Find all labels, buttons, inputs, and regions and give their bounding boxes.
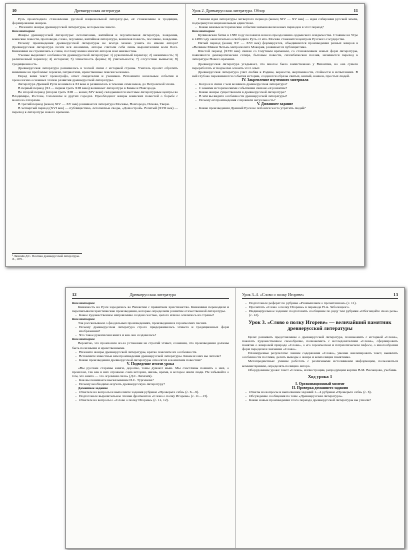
list-item: – Какие жанры существовали в древнерусской литературе? [192, 90, 358, 94]
paragraph: Древнерусская литература учит любви к Родине, верности, жертвенности, стойкости в испытаниях. В ней глубоко переживаются события истории, создаются образы святых, князей, воинов, простых людей. [192, 69, 358, 78]
list-item: – Какие важные исторические события знаменовали новых периодов в этот период? [192, 25, 358, 29]
page-header [72, 292, 229, 299]
list-item: – Ответьте на вопросы и выполните задания рубрики «Проверьте себя» (с. 6—9). [72, 390, 229, 394]
paragraph: Перед вами текст хронографа, ответ свидетелям и учеников. Вспомните начальные события и хронологию основных этапов развития древнерусской литературы. [12, 73, 178, 82]
list-item: – Какое художественное направление создано частью, целого или не осилилось из страны? [72, 313, 229, 317]
list-item: – Какие произведения древнерусской литературы относятся к воинским повестям? [72, 358, 229, 362]
bold-heading: Домашнее задание [78, 385, 108, 390]
page-10 [12, 8, 178, 266]
list-item: – Ответы на вопросы и выполнение заданий 1—4 рубрики «Проверьте себя» (с. 6). [242, 390, 398, 394]
paragraph: В третий период (конец XIV — XV век) развивается литература Москвы, Новгорода, Пскова, Твери. [18, 101, 170, 106]
running-head: Древнерусская литература [74, 8, 121, 13]
paragraph: Древнерусская литература развивалась в тесной связи с историей страны. Учитель просит обратить внимание на проблемы: героизм, патриотизм, нравственные поиски человека. [12, 65, 178, 74]
comment-heading: Комментарии [72, 301, 95, 305]
page-13 [242, 292, 398, 548]
list-item: – Назовите жанры древнерусской литературы, кратко поясните их особенности. [72, 350, 229, 354]
page-header [242, 292, 398, 299]
page-11 [192, 8, 358, 266]
list-item: – С какими историческими событиями связано её развитие? [192, 86, 358, 90]
page-header [12, 8, 178, 15]
list-item: – Как вы понимаете высказывание И.С. Тургенева? [72, 378, 229, 382]
footnote: ¹ Лихачёв Д.С. Поэтика древнерусской литературы. Л., 1971. [12, 253, 80, 262]
paragraph: Древнерусская литература угадывает, что многое было заимствовано у Византии, но она сумела переработать и творчески освоить этот опыт. [192, 61, 358, 70]
list-item: – Что такое рукописная книга и как она создавалась? [72, 333, 229, 337]
list-item: – В чём вы видите особенности древнерусской литературы? [192, 94, 358, 98]
list-item: – Почему её произведения сохранили актуальность? [192, 98, 358, 102]
running-head: Древнерусская литература [129, 292, 176, 297]
paragraph: Так рассказываем о феодальных произведениях, произведения в героических песнях. [78, 321, 208, 326]
lesson-steps [242, 382, 398, 402]
paragraph: Цели: развивать представление о древнерусской литературе, познакомить с историей «Слова», показать художественное своеобразие, познакомить с исследователями «Слова», сформировать понятие о жанровой природе «Слова», о его героическом и патриотическом пафосе, о многообразии форм передачи и значении «Слова». [242, 335, 398, 352]
paragraph: Пятый период (конец XV — XVI век) формируется, объединяются произведения разных жанров в «Великие Минеи Четьи» митрополита Макария, развивается публицистика. [192, 41, 358, 50]
section-heading: V. Домашнее задание [256, 101, 294, 106]
paragraph: Книжность на Руси зародилась во Византии с принятием христианства. Книжники переводили и переписывали христианские произведения, которые определили развитие отечественной литературы. [72, 305, 229, 314]
paragraph: Куликовская битва в 1380 году положила начало преодолению ордынского владычества. Стояние на Угре в 1480 году окончательно освободило Русь от ига. Москва становится центром Русского государства. [192, 33, 358, 42]
course-title: Ход урока 1 [307, 373, 333, 379]
section-heading: V. Подведение итогов урока [126, 361, 175, 366]
list-item: – Вспомните известные вам произведения древнерусской литературы. Какие из них вы читали? [72, 354, 229, 358]
list-item: – Назовите жанры древнерусской литературы, которые вы знаете. [12, 25, 178, 29]
page-number: 11 [353, 8, 358, 13]
section-heading: IV. Закрепление изученного материала [241, 77, 309, 82]
list-item: – Подготовьте реферат по рубрике «Размышляем о прочитанном» (с. 11). [242, 301, 398, 305]
page-number: 10 [12, 8, 17, 13]
list-item: – Почему древнерусская литература строго придерживалась этикета и традиционных форм изображения? [72, 325, 229, 333]
list-item: – Обсуждение сообщения по теме «Древнерусская литература». [242, 394, 398, 398]
list-item: – Когда и в связи с чем возникла древнерусская литература? [192, 82, 358, 86]
body-text [242, 301, 398, 317]
list-item: – Какие произведения Древней Руси не побоялся часто утратить людей? [192, 106, 358, 110]
paragraph: Главная идея литературы четвертого периода (конец XIV — XV век) — идея собирания русской земли, подчеркнутая национальным единством. [192, 17, 358, 26]
lesson-title: Урок 3. «Слово о полку Игореве» — величайший памятник древнерусской литературы [248, 320, 392, 333]
list-item: – Подготовьте выразительное чтение фрагментов «Слова о полку Игореве» (с. 11—13). [72, 394, 229, 398]
list-item: – Какие новые произведения этого периода древнерусской литературы вы узнали? [242, 398, 398, 402]
page-header [192, 8, 358, 15]
page-number: 13 [393, 292, 398, 297]
paragraph: Во второй период (вторая треть XIII — конец XIV века) складываются местные литературные центры во Владимире, Ростове, Смоленске и других городах. Преобладают жанры воинских повестей о борьбе с монголо-татарами. [12, 89, 178, 102]
body-text [12, 17, 178, 114]
paragraph: Метапредметные: умение работать с различными источниками информации, пользоваться комментариями, определять позицию автора. [242, 359, 398, 368]
paragraph: Почему произведения древнерусской литературы не всегда можно узнать по имени автора? Древнерусская литература почти вся анонимна, авторы считали себя лишь выразителями воли Бога. Книжники не стремились к славе, поэтому имена многих авторов нам неизвестны. [12, 41, 178, 54]
page-number: 12 [72, 292, 77, 297]
paragraph: Ученые выделяют особенности древнерусской литературы: 1) рукописный характер; 2) анонимность; 3) религиозный характер; 4) историзм; 5) этикетность формы; 6) учительность; 7) отсутствие вымысла; 8) традиционность. [12, 53, 178, 66]
running-head: Урок 2. Древнерусская литература. Обзор [192, 8, 265, 13]
section-heading: II. Проверка домашнего задания [292, 385, 348, 390]
page-12 [72, 292, 229, 548]
spine-fold [235, 288, 236, 548]
paragraph: Русь происходило становление русской национальной литерату-ры, её становление и традиции, формирование жанров. [12, 17, 178, 26]
paragraph: В четвертый период (XVI век) — публицистика, летописные своды, «Домострой». В пятый (XVII век) — переход к литературе нового времени. [12, 106, 178, 115]
comment-heading: Комментарии [72, 337, 95, 342]
section-heading: I. Организационный момент [295, 381, 345, 386]
paragraph: Оборудование урока: текст «Слова», иллюстрации, репродукции картин В.М. Васнецова, учебник. [248, 367, 398, 372]
running-head: Урок 3–4. «Слово о полку Игореве» [242, 292, 305, 297]
list-item: – Почему необходимо изучать древнерусскую литературу? [72, 382, 229, 386]
list-item: – Прочитать «Слово о полку Игореве» в переводе Н.А. Заболоцкого. [242, 305, 398, 309]
body-text [192, 17, 358, 110]
top-book-spread [5, 3, 365, 267]
comment-heading: Комментарии [12, 29, 35, 34]
paragraph: «Вы русские старины книги, дорогие, томы думают мыш. Мы счастливы помнить о них, о прошлом, так как в них отражено сама история, жизнь, время, в которое жили люди. Не забывайте о том, что книга — это огромная сила» (Д.С. Лихачёв). [72, 365, 229, 378]
paragraph: Шестой период (XVII век) связан со Смутным временем, со становлением новых форм литературы, появляются демократическая сатира, бытовые повести, силлабическая поэзия, начинается переход к литературе Нового времени. [192, 49, 358, 62]
list-item: – Индивидуальное задание: подготовить сообщение по ряду тем рубрики «Обогащайте свою речь» (с. 12). [242, 309, 398, 317]
list-item: – Ответьте на вопросы о «Слове о полку Игореве» (с. 11, 12). [72, 398, 229, 402]
body-text [72, 301, 229, 402]
comment-heading: Комментарии [72, 317, 95, 322]
lesson-goals [242, 335, 398, 371]
paragraph: Планируемые результаты: знание содержания «Слова», умение анализировать текст, выявлять особенности поэтики, делать выводы о жанре и композиции памятника. [242, 351, 398, 360]
paragraph: Литература Древней Руси возникла в XI веке и развивалась в течение семи веков, до Петровской эпохи. [18, 81, 176, 86]
bottom-book-spread [65, 287, 405, 549]
paragraph: Вероятно, это произошло из-за установки на строгий этикет, сознания, что произведения должны быть полезными и нравственными. [72, 341, 229, 350]
comment-heading: Комментарии [192, 29, 215, 34]
paragraph: В первый период (XI — первая треть XIII века) возникает литература в Киеве и Новгороде. [18, 85, 157, 90]
paragraph: Жанры древнерусской литературы: летописание, житийная и поучительная литература, хождения, воинские повести, проповеди, слово, поучение, житийная литература, воинская повесть, послание, хождение. [12, 33, 178, 42]
spine-fold [185, 4, 186, 266]
